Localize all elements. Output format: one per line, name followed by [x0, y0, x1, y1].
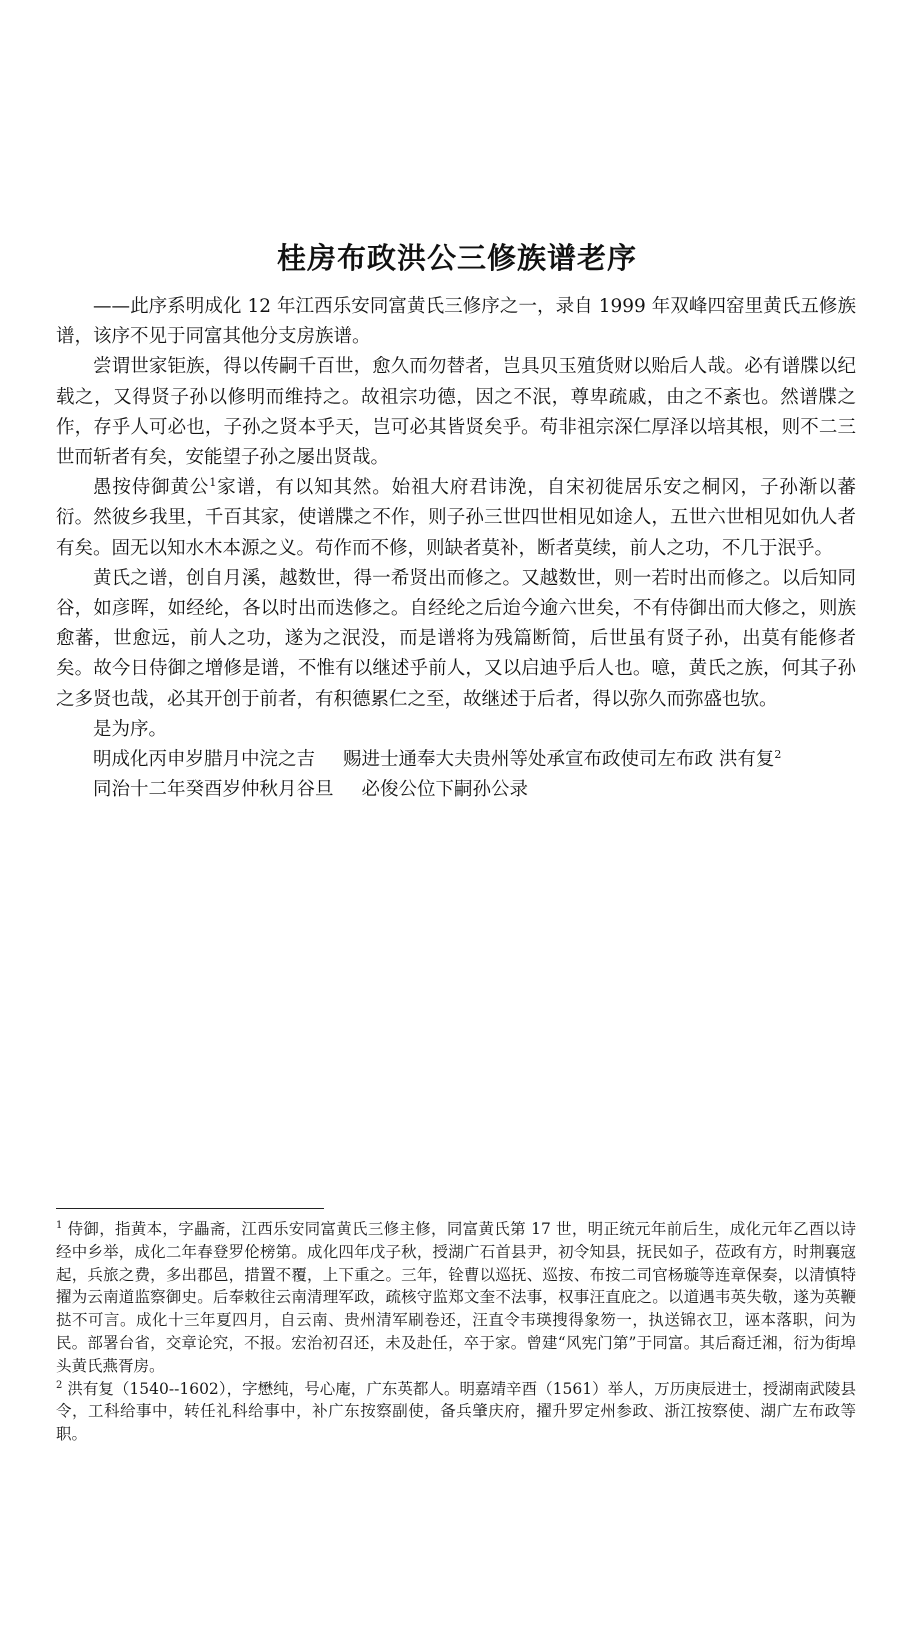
paragraph-2	[56, 473, 856, 564]
intro-paragraph: ——此序系明成化 12 年江西乐安同富黄氏三修序之一，录自 1999 年双峰四窑里黄氏五修族谱，该序不见于同富其他分支房族谱。	[56, 296, 856, 348]
footnote-divider	[56, 1208, 324, 1209]
signature-2-author: 必俊公位下嗣孙公录	[361, 779, 529, 801]
footnotes	[56, 1218, 856, 1446]
page-title: 桂房布政洪公三修族谱老序	[276, 241, 637, 275]
footnote-2-mark: 2	[56, 1379, 63, 1391]
paragraph-1: 尝谓世家钜族，得以传嗣千百世，愈久而勿替者，岂具贝玉殖货财以贻后人哉。必有谱牒以纪载之，又得贤子孙以修明而维持之。故祖宗功德，因之不泯，尊卑疏戚，由之不紊也。然谱牒之作，存乎人可必也，子孙之贤本乎天，岂可必其皆贤矣乎。苟非祖宗深仁厚泽以培其根，则不二三世而斩者有矣，安能望子孙之屡出贤哉。	[56, 356, 856, 469]
footnote-1-mark: 1	[56, 1219, 63, 1231]
footnote-ref-1[interactable]: 1	[209, 476, 217, 490]
footnote-1	[56, 1218, 856, 1378]
signature-line-2	[56, 775, 856, 805]
preface-body	[56, 292, 856, 805]
paragraph-2-after: 家谱，有以知其然。始祖大府君讳浼，自宋初徙居乐安之桐冈，子孙渐以蕃衍。然彼乡我里，千百其家，使谱牒之不作，则子孙三世四世相见如途人，五世六世相见如仇人者有矣。固无以知水木本源之义。苟作而不修，则缺者莫补，断者莫续，前人之功，不几于泯乎。	[56, 477, 856, 559]
signature-line-1	[56, 745, 856, 775]
paragraph-3: 黄氏之谱，创自月溪，越数世，得一希贤出而修之。又越数世，则一若时出而修之。以后知同谷，如彦晖，如经纶，各以时出而迭修之。自经纶之后迨今逾六世矣，不有侍御出而大修之，则族愈蕃，世愈远，前人之功，遂为之泯没，而是谱将为残篇断简，后世虽有贤子孙，出莫有能修者矣。故今日侍御之增修是谱，不惟有以继述乎前人，又以启迪乎后人也。噫，黄氏之族，何其子孙之多贤也哉，必其开创于前者，有积德累仁之至，故继述于后者，得以弥久而弥盛也欤。	[56, 567, 856, 710]
footnote-2-text: 洪有复（1540--1602），字懋纯，号心庵，广东英都人。明嘉靖辛酉（1561）举人，万历庚辰进士，授湖南武陵县令，工科给事中，转任礼科给事中，补广东按察副使，备兵肇庆府，擢升罗定州参政、浙江按察使、湖广左布政等职。	[56, 1379, 856, 1444]
signature-1-date: 明成化丙申岁腊月中浣之吉	[93, 749, 316, 771]
paragraph-2-before: 愚按侍御黄公	[93, 477, 210, 499]
signature-1-author: 赐进士通奉大夫贵州等处承宣布政使司左布政 洪有复	[343, 749, 775, 771]
footnote-1-text: 侍御，指黄本，字畾斋，江西乐安同富黄氏三修主修，同富黄氏第 17 世，明正统元年前后生，成化元年乙酉以诗经中乡举，成化二年春登罗伦榜第。成化四年戊子秋，授湖广石首县尹，初令知县，抚民如子，莅政有方，时荆襄寇起，兵旅之费，多出郡邑，措置不覆，上下重之。三年，铨曹以巡抚、巡按、布按二司官杨璇等连章保奏，以清慎特擢为云南道监察御史。后奉敕往云南清理军政，疏核守监郑文奎不法事，权事汪直庇之。以道遇韦英失敬，遂为英鞭挞不可言。成化十三年夏四月，自云南、贵州清军刷卷还，汪直令韦瑛搜得象笏一，执送锦衣卫，诬本落职，问为民。部署台省，交章论究，不报。宏治初召还，未及赴任，卒于家。曾建“风宪门第”于同富。其后裔迁湘，衍为街埠头黄氏燕胥房。	[56, 1220, 856, 1375]
footnote-2	[56, 1378, 856, 1446]
paragraph-4: 是为序。	[93, 718, 168, 740]
signature-2-date: 同治十二年癸酉岁仲秋月谷旦	[93, 779, 334, 801]
footnote-ref-2[interactable]: 2	[774, 747, 782, 761]
